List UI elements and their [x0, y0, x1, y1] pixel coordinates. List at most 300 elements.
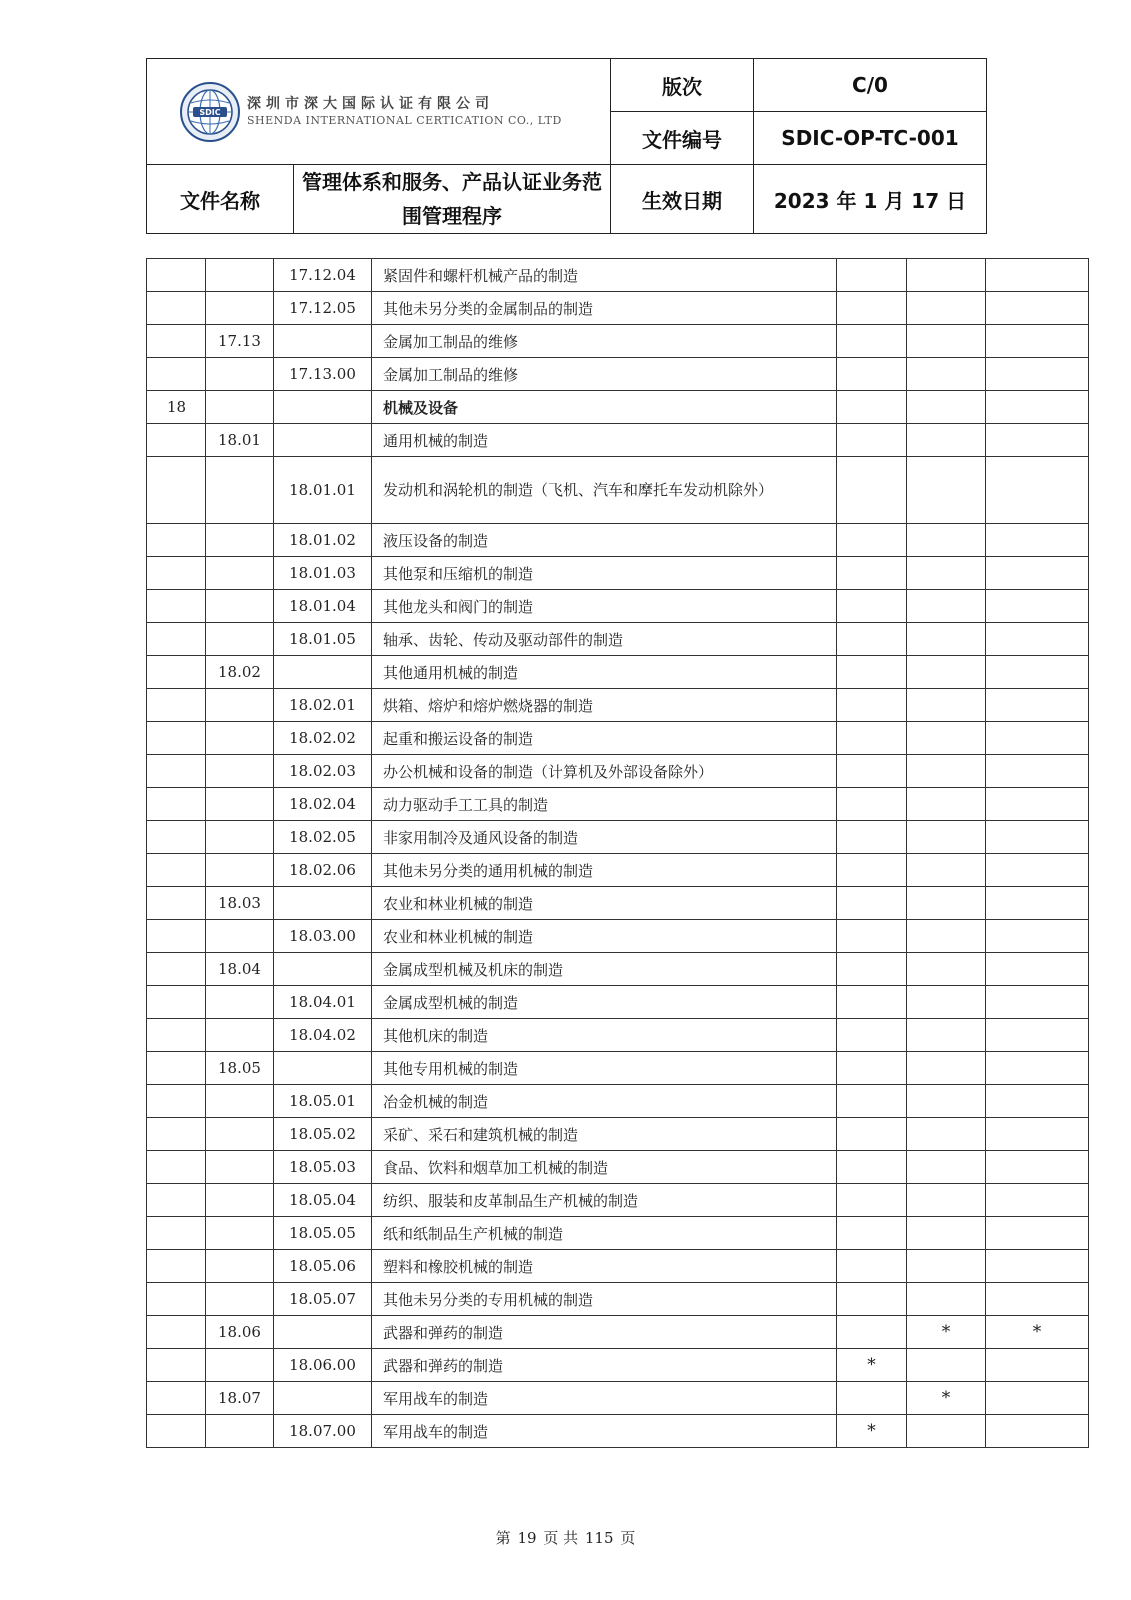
mark-col-1: [837, 1118, 907, 1151]
mark-col-2: [907, 755, 986, 788]
level1-code: [147, 986, 206, 1019]
mark-col-3: [986, 788, 1089, 821]
mark-col-2: [907, 1019, 986, 1052]
level2-code: [206, 1349, 274, 1382]
mark-col-2: [907, 1250, 986, 1283]
level1-code: [147, 821, 206, 854]
scope-name: 其他通用机械的制造: [372, 656, 837, 689]
level2-code: 18.06: [206, 1316, 274, 1349]
mark-col-2: [907, 1217, 986, 1250]
level1-code: [147, 689, 206, 722]
level2-code: 18.07: [206, 1382, 274, 1415]
level1-code: [147, 854, 206, 887]
level3-code: 18.01.03: [274, 557, 372, 590]
level3-code: 18.01.02: [274, 524, 372, 557]
table-row: [147, 424, 1089, 457]
table-row: [147, 689, 1089, 722]
level3-code: 18.01.04: [274, 590, 372, 623]
mark-col-2: [907, 722, 986, 755]
level2-code: [206, 1019, 274, 1052]
mark-col-1: [837, 1151, 907, 1184]
mark-col-3: [986, 887, 1089, 920]
mark-col-2: [907, 524, 986, 557]
level2-code: 18.01: [206, 424, 274, 457]
level3-code: 18.05.04: [274, 1184, 372, 1217]
mark-col-1: [837, 1184, 907, 1217]
level1-code: [147, 755, 206, 788]
mark-col-2: [907, 854, 986, 887]
level3-code: 18.05.07: [274, 1283, 372, 1316]
mark-col-2: [907, 590, 986, 623]
level1-code: [147, 1019, 206, 1052]
level3-code: [274, 424, 372, 457]
level2-code: [206, 1085, 274, 1118]
mark-col-3: [986, 524, 1089, 557]
level2-code: [206, 1118, 274, 1151]
mark-col-2: [907, 986, 986, 1019]
scope-name: 金属成型机械及机床的制造: [372, 953, 837, 986]
mark-col-1: [837, 391, 907, 424]
level1-code: [147, 424, 206, 457]
table-row: [147, 986, 1089, 1019]
level1-code: 18: [147, 391, 206, 424]
table-row: [147, 1052, 1089, 1085]
company-logo-block: [147, 59, 611, 165]
level1-code: [147, 1085, 206, 1118]
level1-code: [147, 457, 206, 524]
scope-name: 农业和林业机械的制造: [372, 887, 837, 920]
mark-col-1: [837, 557, 907, 590]
effective-date-value: 2023 年 1 月 17 日: [754, 165, 987, 234]
mark-col-3: [986, 1151, 1089, 1184]
level1-code: [147, 1349, 206, 1382]
level2-code: 18.04: [206, 953, 274, 986]
level3-code: [274, 953, 372, 986]
mark-col-1: [837, 788, 907, 821]
level2-code: [206, 292, 274, 325]
mark-col-2: [907, 689, 986, 722]
mark-col-2: [907, 1415, 986, 1448]
table-row: [147, 755, 1089, 788]
level3-code: 18.02.06: [274, 854, 372, 887]
level1-code: [147, 259, 206, 292]
mark-col-1: [837, 1019, 907, 1052]
level1-code: [147, 1052, 206, 1085]
level3-code: 18.02.05: [274, 821, 372, 854]
mark-col-3: [986, 920, 1089, 953]
mark-col-1: [837, 325, 907, 358]
table-row: [147, 358, 1089, 391]
mark-col-2: [907, 391, 986, 424]
level3-code: 18.01.05: [274, 623, 372, 656]
footer-suffix: 页: [620, 1529, 636, 1547]
mark-col-2: [907, 457, 986, 524]
scope-name: 其他未另分类的专用机械的制造: [372, 1283, 837, 1316]
mark-col-1: [837, 722, 907, 755]
mark-col-3: [986, 292, 1089, 325]
scope-name: 金属加工制品的维修: [372, 325, 837, 358]
table-row: [147, 854, 1089, 887]
logo-mark-text: SDIC: [199, 107, 221, 117]
scope-name: 冶金机械的制造: [372, 1085, 837, 1118]
company-name-en: SHENDA INTERNATIONAL CERTICATION CO., LTD: [247, 113, 562, 127]
mark-col-3: [986, 424, 1089, 457]
mark-col-3: [986, 953, 1089, 986]
level3-code: 18.06.00: [274, 1349, 372, 1382]
mark-col-1: [837, 457, 907, 524]
level3-code: 18.05.05: [274, 1217, 372, 1250]
table-row: [147, 1019, 1089, 1052]
level1-code: [147, 1118, 206, 1151]
table-row: [147, 1085, 1089, 1118]
scope-name: 武器和弹药的制造: [372, 1316, 837, 1349]
level1-code: [147, 1184, 206, 1217]
mark-col-1: [837, 1217, 907, 1250]
mark-col-3: [986, 358, 1089, 391]
mark-col-3: [986, 722, 1089, 755]
level1-code: [147, 358, 206, 391]
table-row: [147, 821, 1089, 854]
mark-col-1: [837, 656, 907, 689]
mark-col-1: [837, 821, 907, 854]
table-row: [147, 259, 1089, 292]
mark-col-1: [837, 358, 907, 391]
mark-col-1: [837, 524, 907, 557]
mark-col-1: [837, 689, 907, 722]
level2-code: [206, 788, 274, 821]
table-row: [147, 1250, 1089, 1283]
level3-code: [274, 325, 372, 358]
mark-col-2: [907, 325, 986, 358]
level2-code: [206, 259, 274, 292]
level2-code: 18.02: [206, 656, 274, 689]
version-label: 版次: [611, 59, 754, 112]
level1-code: [147, 953, 206, 986]
scope-name: 其他专用机械的制造: [372, 1052, 837, 1085]
level3-code: [274, 391, 372, 424]
mark-col-3: [986, 1019, 1089, 1052]
level1-code: [147, 887, 206, 920]
scope-name: 其他未另分类的通用机械的制造: [372, 854, 837, 887]
doc-name-label: 文件名称: [147, 165, 294, 234]
level1-code: [147, 1415, 206, 1448]
level2-code: [206, 1283, 274, 1316]
level2-code: [206, 358, 274, 391]
mark-col-2: [907, 1052, 986, 1085]
mark-col-3: [986, 325, 1089, 358]
mark-col-2: [907, 557, 986, 590]
level2-code: 18.05: [206, 1052, 274, 1085]
level1-code: [147, 292, 206, 325]
level1-code: [147, 623, 206, 656]
mark-col-3: [986, 557, 1089, 590]
level3-code: 18.05.02: [274, 1118, 372, 1151]
doc-name-value: [294, 165, 611, 234]
table-row: [147, 1151, 1089, 1184]
table-row: [147, 557, 1089, 590]
level3-code: 18.02.01: [274, 689, 372, 722]
level2-code: [206, 1415, 274, 1448]
doc-name-line-2: 围管理程序: [402, 204, 502, 228]
table-row: [147, 391, 1089, 424]
level1-code: [147, 325, 206, 358]
level2-code: [206, 1250, 274, 1283]
table-row: [147, 1382, 1089, 1415]
mark-col-1: [837, 590, 907, 623]
scope-name: 办公机械和设备的制造（计算机及外部设备除外）: [372, 755, 837, 788]
level3-code: 18.02.02: [274, 722, 372, 755]
page-footer: [0, 1527, 1131, 1548]
mark-col-2: [907, 1151, 986, 1184]
mark-col-3: [986, 1283, 1089, 1316]
mark-col-2: [907, 821, 986, 854]
mark-col-1: *: [837, 1349, 907, 1382]
mark-col-3: [986, 391, 1089, 424]
mark-col-3: [986, 656, 1089, 689]
mark-col-3: [986, 821, 1089, 854]
scope-name: 液压设备的制造: [372, 524, 837, 557]
level1-code: [147, 1151, 206, 1184]
level3-code: 17.12.05: [274, 292, 372, 325]
mark-col-1: [837, 887, 907, 920]
mark-col-2: [907, 1184, 986, 1217]
level2-code: [206, 821, 274, 854]
level1-code: [147, 590, 206, 623]
scope-name: 其他未另分类的金属制品的制造: [372, 292, 837, 325]
scope-name: 其他机床的制造: [372, 1019, 837, 1052]
table-row: [147, 788, 1089, 821]
globe-logo-icon: [179, 81, 241, 143]
level3-code: 18.07.00: [274, 1415, 372, 1448]
level1-code: [147, 788, 206, 821]
level2-code: [206, 854, 274, 887]
scope-name: 采矿、采石和建筑机械的制造: [372, 1118, 837, 1151]
table-row: [147, 292, 1089, 325]
table-row: [147, 1217, 1089, 1250]
level2-code: [206, 1217, 274, 1250]
mark-col-1: *: [837, 1415, 907, 1448]
scope-name: 金属成型机械的制造: [372, 986, 837, 1019]
table-row: [147, 1415, 1089, 1448]
level2-code: [206, 557, 274, 590]
scope-name: 农业和林业机械的制造: [372, 920, 837, 953]
mark-col-1: [837, 424, 907, 457]
footer-mid: 页 共: [543, 1529, 579, 1547]
level3-code: 17.13.00: [274, 358, 372, 391]
scope-table: [146, 258, 1089, 1448]
level1-code: [147, 722, 206, 755]
mark-col-2: [907, 953, 986, 986]
mark-col-1: [837, 1085, 907, 1118]
mark-col-3: [986, 1415, 1089, 1448]
level2-code: [206, 590, 274, 623]
scope-name: 军用战车的制造: [372, 1382, 837, 1415]
level2-code: 17.13: [206, 325, 274, 358]
level1-code: [147, 1382, 206, 1415]
level3-code: 18.01.01: [274, 457, 372, 524]
scope-name: 轴承、齿轮、传动及驱动部件的制造: [372, 623, 837, 656]
level3-code: 18.04.01: [274, 986, 372, 1019]
mark-col-3: [986, 1118, 1089, 1151]
mark-col-3: [986, 457, 1089, 524]
mark-col-2: *: [907, 1316, 986, 1349]
mark-col-1: [837, 1052, 907, 1085]
table-row: [147, 953, 1089, 986]
table-row: [147, 722, 1089, 755]
mark-col-3: [986, 1052, 1089, 1085]
level1-code: [147, 1316, 206, 1349]
scope-name: 机械及设备: [372, 391, 837, 424]
mark-col-3: [986, 1250, 1089, 1283]
level2-code: [206, 920, 274, 953]
table-row: [147, 1316, 1089, 1349]
doc-no-value: SDIC-OP-TC-001: [754, 112, 987, 165]
mark-col-2: [907, 623, 986, 656]
level2-code: [206, 986, 274, 1019]
document-header: [146, 58, 987, 234]
mark-col-2: [907, 259, 986, 292]
level2-code: 18.03: [206, 887, 274, 920]
mark-col-1: [837, 755, 907, 788]
table-row: [147, 656, 1089, 689]
level2-code: [206, 623, 274, 656]
scope-name: 纸和纸制品生产机械的制造: [372, 1217, 837, 1250]
level3-code: 18.05.01: [274, 1085, 372, 1118]
level2-code: [206, 755, 274, 788]
scope-name: 非家用制冷及通风设备的制造: [372, 821, 837, 854]
mark-col-2: [907, 656, 986, 689]
mark-col-1: [837, 1382, 907, 1415]
scope-name: 食品、饮料和烟草加工机械的制造: [372, 1151, 837, 1184]
mark-col-3: [986, 1217, 1089, 1250]
mark-col-2: [907, 292, 986, 325]
level3-code: [274, 656, 372, 689]
level3-code: 18.05.06: [274, 1250, 372, 1283]
mark-col-2: [907, 920, 986, 953]
mark-col-3: *: [986, 1316, 1089, 1349]
mark-col-3: [986, 259, 1089, 292]
mark-col-1: [837, 953, 907, 986]
level2-code: [206, 391, 274, 424]
table-row: [147, 920, 1089, 953]
level1-code: [147, 1283, 206, 1316]
scope-name: 动力驱动手工工具的制造: [372, 788, 837, 821]
table-row: [147, 1349, 1089, 1382]
level3-code: [274, 887, 372, 920]
mark-col-3: [986, 1184, 1089, 1217]
table-row: [147, 623, 1089, 656]
level1-code: [147, 557, 206, 590]
scope-name: 金属加工制品的维修: [372, 358, 837, 391]
mark-col-3: [986, 1085, 1089, 1118]
mark-col-3: [986, 755, 1089, 788]
level2-code: [206, 524, 274, 557]
mark-col-1: [837, 1283, 907, 1316]
mark-col-1: [837, 292, 907, 325]
scope-name: 烘箱、熔炉和熔炉燃烧器的制造: [372, 689, 837, 722]
level1-code: [147, 656, 206, 689]
scope-table-body: [147, 259, 1089, 1448]
scope-name: 纺织、服装和皮革制品生产机械的制造: [372, 1184, 837, 1217]
level3-code: [274, 1052, 372, 1085]
level3-code: 18.04.02: [274, 1019, 372, 1052]
table-row: [147, 1184, 1089, 1217]
mark-col-1: [837, 920, 907, 953]
level1-code: [147, 920, 206, 953]
mark-col-1: [837, 986, 907, 1019]
level2-code: [206, 1184, 274, 1217]
mark-col-1: [837, 1250, 907, 1283]
mark-col-3: [986, 689, 1089, 722]
mark-col-3: [986, 1349, 1089, 1382]
mark-col-2: *: [907, 1382, 986, 1415]
mark-col-3: [986, 623, 1089, 656]
mark-col-2: [907, 788, 986, 821]
doc-name-line-1: 管理体系和服务、产品认证业务范: [302, 170, 602, 194]
scope-name: 塑料和橡胶机械的制造: [372, 1250, 837, 1283]
mark-col-3: [986, 590, 1089, 623]
scope-name: 起重和搬运设备的制造: [372, 722, 837, 755]
total-pages: 115: [584, 1529, 614, 1547]
level3-code: [274, 1316, 372, 1349]
level3-code: 18.02.04: [274, 788, 372, 821]
level2-code: [206, 722, 274, 755]
mark-col-2: [907, 887, 986, 920]
level1-code: [147, 1250, 206, 1283]
mark-col-3: [986, 986, 1089, 1019]
mark-col-1: [837, 259, 907, 292]
page-number: 19: [517, 1529, 537, 1547]
scope-name: 通用机械的制造: [372, 424, 837, 457]
table-row: [147, 887, 1089, 920]
mark-col-2: [907, 358, 986, 391]
table-row: [147, 590, 1089, 623]
version-value: C/0: [754, 59, 987, 112]
mark-col-1: [837, 854, 907, 887]
table-row: [147, 1283, 1089, 1316]
level2-code: [206, 457, 274, 524]
level3-code: 17.12.04: [274, 259, 372, 292]
mark-col-2: [907, 1118, 986, 1151]
mark-col-2: [907, 424, 986, 457]
level3-code: [274, 1382, 372, 1415]
level1-code: [147, 1217, 206, 1250]
table-row: [147, 1118, 1089, 1151]
mark-col-2: [907, 1085, 986, 1118]
table-row: [147, 524, 1089, 557]
scope-name: 其他泵和压缩机的制造: [372, 557, 837, 590]
mark-col-3: [986, 1382, 1089, 1415]
level2-code: [206, 1151, 274, 1184]
scope-name: 武器和弹药的制造: [372, 1349, 837, 1382]
scope-name: 紧固件和螺杆机械产品的制造: [372, 259, 837, 292]
mark-col-2: [907, 1283, 986, 1316]
mark-col-1: [837, 1316, 907, 1349]
table-row: [147, 325, 1089, 358]
level3-code: 18.05.03: [274, 1151, 372, 1184]
scope-name: 其他龙头和阀门的制造: [372, 590, 837, 623]
doc-no-label: 文件编号: [611, 112, 754, 165]
level3-code: 18.03.00: [274, 920, 372, 953]
scope-name: 发动机和涡轮机的制造（飞机、汽车和摩托车发动机除外）: [372, 457, 837, 524]
level3-code: 18.02.03: [274, 755, 372, 788]
scope-name: 军用战车的制造: [372, 1415, 837, 1448]
level2-code: [206, 689, 274, 722]
table-row: [147, 457, 1089, 524]
mark-col-1: [837, 623, 907, 656]
footer-prefix: 第: [495, 1529, 511, 1547]
mark-col-3: [986, 854, 1089, 887]
